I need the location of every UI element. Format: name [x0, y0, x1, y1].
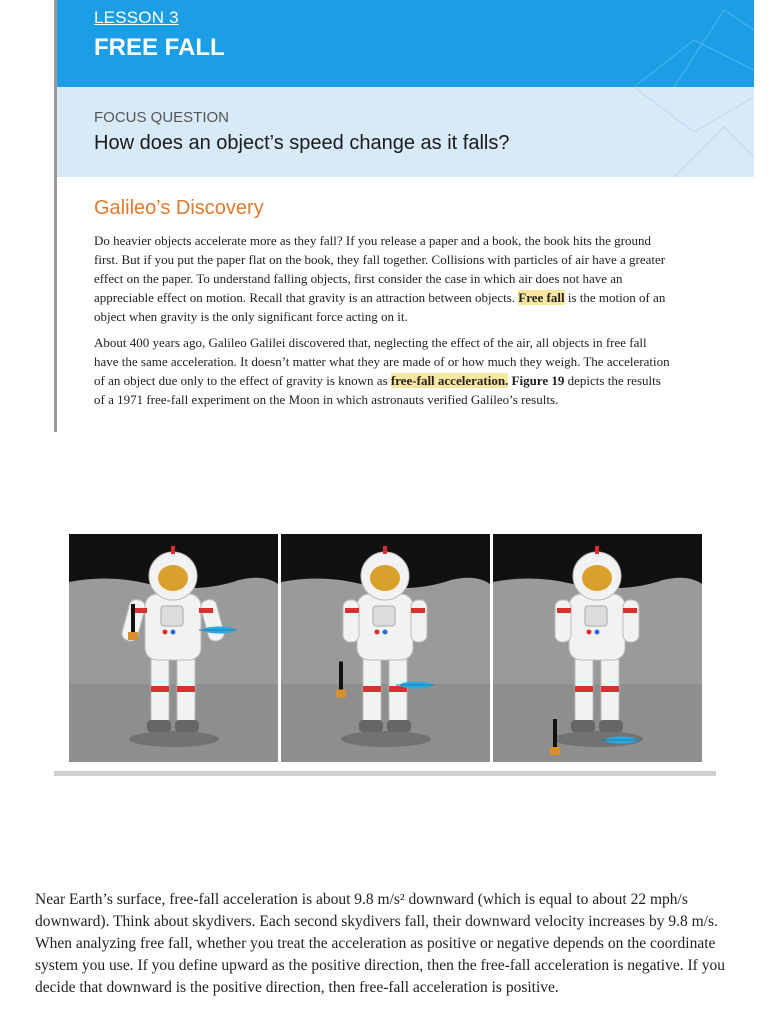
arm-stripe-left: [345, 608, 359, 613]
right-boot: [387, 720, 411, 732]
paragraph-2-text: About 400 years ago, Galileo Galilei discovered that, neglecting the effect of the air, all objects in free fall have the same acceleration. It doesn’t matter what they are made of or how much they weigh. The acceleration of an object due only to the effect of gravity is known as: [94, 335, 670, 388]
right-arm: [411, 600, 427, 642]
lesson-number: LESSON 3: [94, 8, 179, 27]
paragraph-2-end: depicts the results of a 1971 free-fall experiment on the Moon in which astronauts verified Galileo’s results.: [94, 373, 661, 407]
paragraph-1: [94, 231, 674, 326]
leg-stripe-right: [601, 686, 619, 692]
arm-stripe-right: [199, 608, 213, 613]
left-boot: [359, 720, 383, 732]
paragraph-2: [94, 333, 674, 409]
arm-stripe-left: [133, 608, 147, 613]
focus-question: How does an object’s speed change as it falls?: [94, 132, 510, 154]
paragraph-1-text: Do heavier objects accelerate more as they fall? If you release a paper and a book, the book hits the ground first. But if you put the paper flat on the book, they fall together. Collisions with particles of air have a greater effect on the paper. To understand falling objects, first consider the case in which air does not have an appreciable effect on motion. Recall that gravity is an attraction between objects.: [94, 233, 666, 305]
ground-shade: [281, 684, 490, 762]
hammer-head: [128, 632, 138, 640]
ground-shade: [493, 684, 702, 762]
right-boot: [599, 720, 623, 732]
focus-question-box: [57, 87, 754, 177]
chest-button-red: [587, 630, 592, 635]
arm-stripe-right: [411, 608, 425, 613]
chest-button-red: [375, 630, 380, 635]
focus-label: FOCUS QUESTION: [94, 109, 230, 126]
hammer-head: [550, 747, 560, 755]
body-paragraph: Near Earth’s surface, free-fall acceleration is about 9.8 m/s² downward (which is equal to about 22 mph/s downward). Think about skydivers. Each second skydivers fall, their downward velocity increases by 9.8 m/s. When analyzing free fall, whether you treat the acceleration as positive or negative depends on the coordinate system you use. If you define upward as the positive direction, then the free-fall acceleration is negative. If you decide that downward is the positive direction, then free-fall acceleration is positive.: [35, 891, 725, 996]
chest-button-blue: [171, 630, 176, 635]
visor: [158, 565, 188, 591]
leg-stripe-left: [151, 686, 169, 692]
lesson-banner: [57, 0, 754, 87]
focus-decoration-icon: [634, 87, 754, 177]
figure-reference: Figure 19: [511, 373, 565, 388]
figure-19: [69, 534, 701, 762]
arm-stripe-left: [557, 608, 571, 613]
hammer-handle: [131, 604, 135, 634]
astronaut-shadow: [341, 731, 431, 747]
right-arm: [623, 600, 639, 642]
term-free-fall-acceleration: free-fall acceleration.: [390, 373, 509, 388]
helmet-light: [595, 546, 599, 554]
figure-panel-3: [493, 534, 702, 762]
leg-stripe-left: [363, 686, 381, 692]
term-free-fall: Free fall: [518, 290, 565, 305]
left-boot: [147, 720, 171, 732]
hammer-head: [336, 690, 346, 698]
astronaut-torso: [569, 594, 625, 660]
chest-panel: [373, 606, 395, 626]
leg-stripe-left: [575, 686, 593, 692]
astronaut-torso: [357, 594, 413, 660]
figure-panel-2: [281, 534, 490, 762]
banner-decoration-icon: [614, 0, 754, 87]
chest-button-blue: [383, 630, 388, 635]
chest-button-red: [163, 630, 168, 635]
paragraph-1-end: is the motion of an object when gravity is the only significant force acting on it.: [94, 290, 666, 324]
figure-panel-1: [69, 534, 278, 762]
visor: [582, 565, 612, 591]
left-arm: [555, 600, 571, 642]
divider-rule: [54, 771, 716, 776]
left-boot: [571, 720, 595, 732]
ground-shade: [69, 684, 278, 762]
arm-stripe-right: [623, 608, 637, 613]
chest-panel: [161, 606, 183, 626]
section-title: Galileo’s Discovery: [94, 197, 264, 219]
left-arm: [343, 600, 359, 642]
chest-button-blue: [595, 630, 600, 635]
astronaut-torso: [145, 594, 201, 660]
visor: [370, 565, 400, 591]
hammer-handle: [553, 719, 557, 749]
helmet-light: [383, 546, 387, 554]
hammer-handle: [339, 662, 343, 692]
chest-panel: [585, 606, 607, 626]
helmet-light: [171, 546, 175, 554]
lesson-title: FREE FALL: [94, 34, 225, 61]
astronaut-shadow: [129, 731, 219, 747]
right-boot: [175, 720, 199, 732]
leg-stripe-right: [177, 686, 195, 692]
